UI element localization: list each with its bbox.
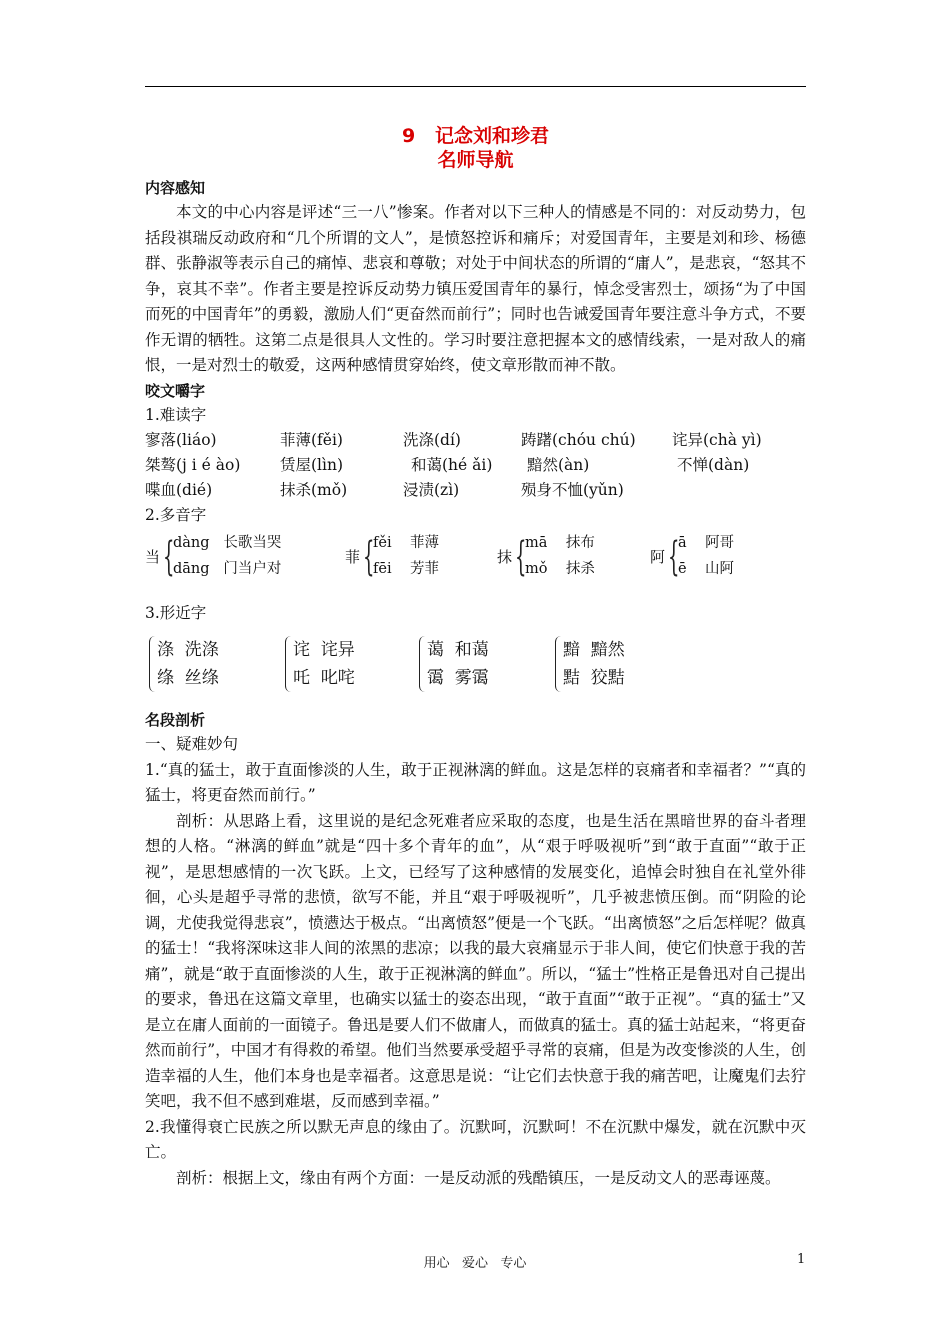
reading-line: ā 阿哥 — [678, 534, 735, 551]
polyphonic-char: 菲 — [345, 547, 361, 566]
sub-difficult-sentences: 一、疑难妙句 — [145, 735, 239, 753]
word-item: 诧异(chà yì) — [672, 431, 762, 449]
word-item: 抹杀(mǒ) — [280, 481, 348, 499]
reading-line: dāng 门当户对 — [173, 560, 282, 577]
heading-passage-analysis: 名段剖析 — [145, 711, 206, 729]
footer-motto: 用心 爱心 专心 — [423, 1256, 527, 1271]
polyphonic-char: 抹 — [497, 547, 513, 566]
word-item: 不惮(dàn) — [677, 456, 750, 474]
section-title: 名师导航 — [437, 149, 514, 171]
similar-chars-table — [145, 636, 806, 702]
sub-difficult-words: 1.难读字 — [145, 405, 207, 424]
analysis-2: 剖析：根据上文，缘由有两个方面：一是反动派的残酷镇压，一是反动文人的恶毒诬蔑。 — [176, 1168, 781, 1187]
brace-icon: { — [363, 533, 375, 580]
word-item: 浸渍(zì) — [403, 481, 460, 499]
reading-line: mǒ 抹杀 — [525, 560, 595, 577]
word-item: 洗涤(dí) — [403, 431, 461, 449]
main-content — [145, 176, 806, 1191]
reading-line: fěi 菲薄 — [373, 534, 440, 551]
brace-icon — [285, 636, 292, 692]
word-item: 喋血(dié) — [145, 481, 213, 499]
heading-content-perception: 内容感知 — [145, 179, 206, 197]
similar-line: 诧 诧异 — [293, 640, 355, 660]
similar-line: 吒 叱咤 — [293, 668, 355, 688]
word-item: 黯然(àn) — [527, 456, 590, 474]
word-row — [145, 428, 806, 453]
word-item: 赁屋(lìn) — [280, 456, 343, 474]
reading-line: dàng 长歌当哭 — [173, 534, 282, 551]
word-item: 寥落(liáo) — [145, 431, 217, 449]
question-1: 1.“真的猛士，敢于直面惨淡的人生，敢于正视淋漓的鲜血。这是怎样的哀痛者和幸福者？”“真的猛士，将更奋然而前行。” — [145, 760, 806, 804]
word-item: 殒身不恤(yǔn) — [521, 481, 624, 499]
polyphonic-table — [145, 531, 806, 587]
polyphonic-char: 阿 — [650, 547, 666, 566]
brace-icon — [419, 636, 426, 692]
word-row — [145, 453, 806, 478]
header-rule — [145, 86, 806, 87]
similar-line: 绦 丝绦 — [157, 668, 219, 688]
polyphonic-char: 当 — [145, 547, 161, 566]
similar-line: 霭 雾霭 — [427, 668, 489, 688]
similar-line: 蔼 和蔼 — [427, 640, 489, 660]
brace-icon — [149, 636, 156, 692]
question-2: 2.我懂得衰亡民族之所以默无声息的缘由了。沉默呵，沉默呵！不在沉默中爆发，就在沉默中灭亡。 — [145, 1117, 806, 1161]
word-item: 和蔼(hé ǎi) — [411, 456, 493, 474]
reading-line: fēi 芳菲 — [373, 560, 440, 577]
brace-icon: { — [668, 533, 680, 580]
brace-icon: { — [515, 533, 527, 580]
paragraph-summary: 本文的中心内容是评述“三一八”惨案。作者对以下三种人的情感是不同的：对反动势力，包括段祺瑞反动政府和“几个所谓的文人”，是愤怒控诉和痛斥；对爱国青年，主要是刘和珍、杨德群、张静淑等表示自己的痛悼、悲哀和尊敬；对处于中间状态的所谓的“庸人”，是悲哀，“怒其不争，哀其不幸”。作者主要是控诉反动势力镇压爱国青年的暴行，悼念受害烈士，颂扬“为了中国而死的中国青年”的勇毅，激励人们“更奋然而前行”；同时也告诫爱国青年要注意斗争方式，不要作无谓的牺牲。这第二点是很具人文性的。学习时要注意把握本文的感情线索，一是对敌人的痛恨，一是对烈士的敬爱，这两种感情贯穿始终，使文章形散而神不散。 — [145, 203, 806, 374]
sub-polyphonic: 2.多音字 — [145, 506, 207, 524]
heading-word-study: 咬文嚼字 — [145, 381, 206, 400]
article-title: 9 记念刘和珍君 — [401, 125, 550, 147]
sub-similar-chars: 3.形近字 — [145, 603, 207, 622]
similar-line: 黠 狡黠 — [563, 668, 625, 688]
similar-line: 黯 黯然 — [563, 640, 625, 660]
analysis-1: 剖析：从思路上看，这里说的是纪念死难者应采取的态度，也是生活在黑暗世界的奋斗者理想的人格。“淋漓的鲜血”就是“四十多个青年的血”，从“艰于呼吸视听”到“敢于直面”“敢于正视”，是思想感情的一次飞跃。上文，已经写了这种感情的发展变化，追悼会时独自在礼堂外徘徊，心头是超乎寻常的悲愤，欲写不能，并且“艰于呼吸视听”，几乎被悲愤压倒。而“阴险的论调，尤使我觉得悲哀”，愤懑达于极点。“出离愤怒”便是一个飞跃。“出离愤怒”之后怎样呢？做真的猛士！“我将深味这非人间的浓黑的悲凉；以我的最大哀痛显示于非人间，使它们快意于我的苦痛”，就是“敢于直面惨淡的人生，敢于正视淋漓的鲜血”。所以，“猛士”性格正是鲁迅对自己提出的要求，鲁迅在这篇文章里，也确实以猛士的姿态出现，“敢于直面”“敢于正视”。“真的猛士”又是立在庸人面前的一面镜子。鲁迅是要人们不做庸人，而做真的猛士。真的猛士站起来，“将更奋然而前行”，中国才有得救的希望。他们当然要承受超乎寻常的哀痛，但是为改变惨淡的人生，创造幸福的人生，他们本身也是幸福者。这意思是说：“让它们去快意于我的痛苦吧，让魔鬼们去狞笑吧，我不但不感到难堪，反而感到幸福。” — [145, 811, 806, 1110]
reading-line: mā 抹布 — [525, 534, 595, 551]
word-item: 菲薄(fěi) — [280, 431, 343, 449]
word-item: 踌躇(chóu chú) — [521, 431, 636, 449]
brace-icon: { — [163, 533, 175, 580]
brace-icon — [555, 636, 562, 692]
title-block — [145, 124, 806, 172]
similar-line: 涤 洗涤 — [157, 640, 219, 660]
reading-line: ē 山阿 — [678, 560, 735, 577]
word-item: 桀骜(j i é ào) — [145, 456, 241, 474]
word-row — [145, 478, 806, 503]
page-number: 1 — [797, 1252, 806, 1267]
